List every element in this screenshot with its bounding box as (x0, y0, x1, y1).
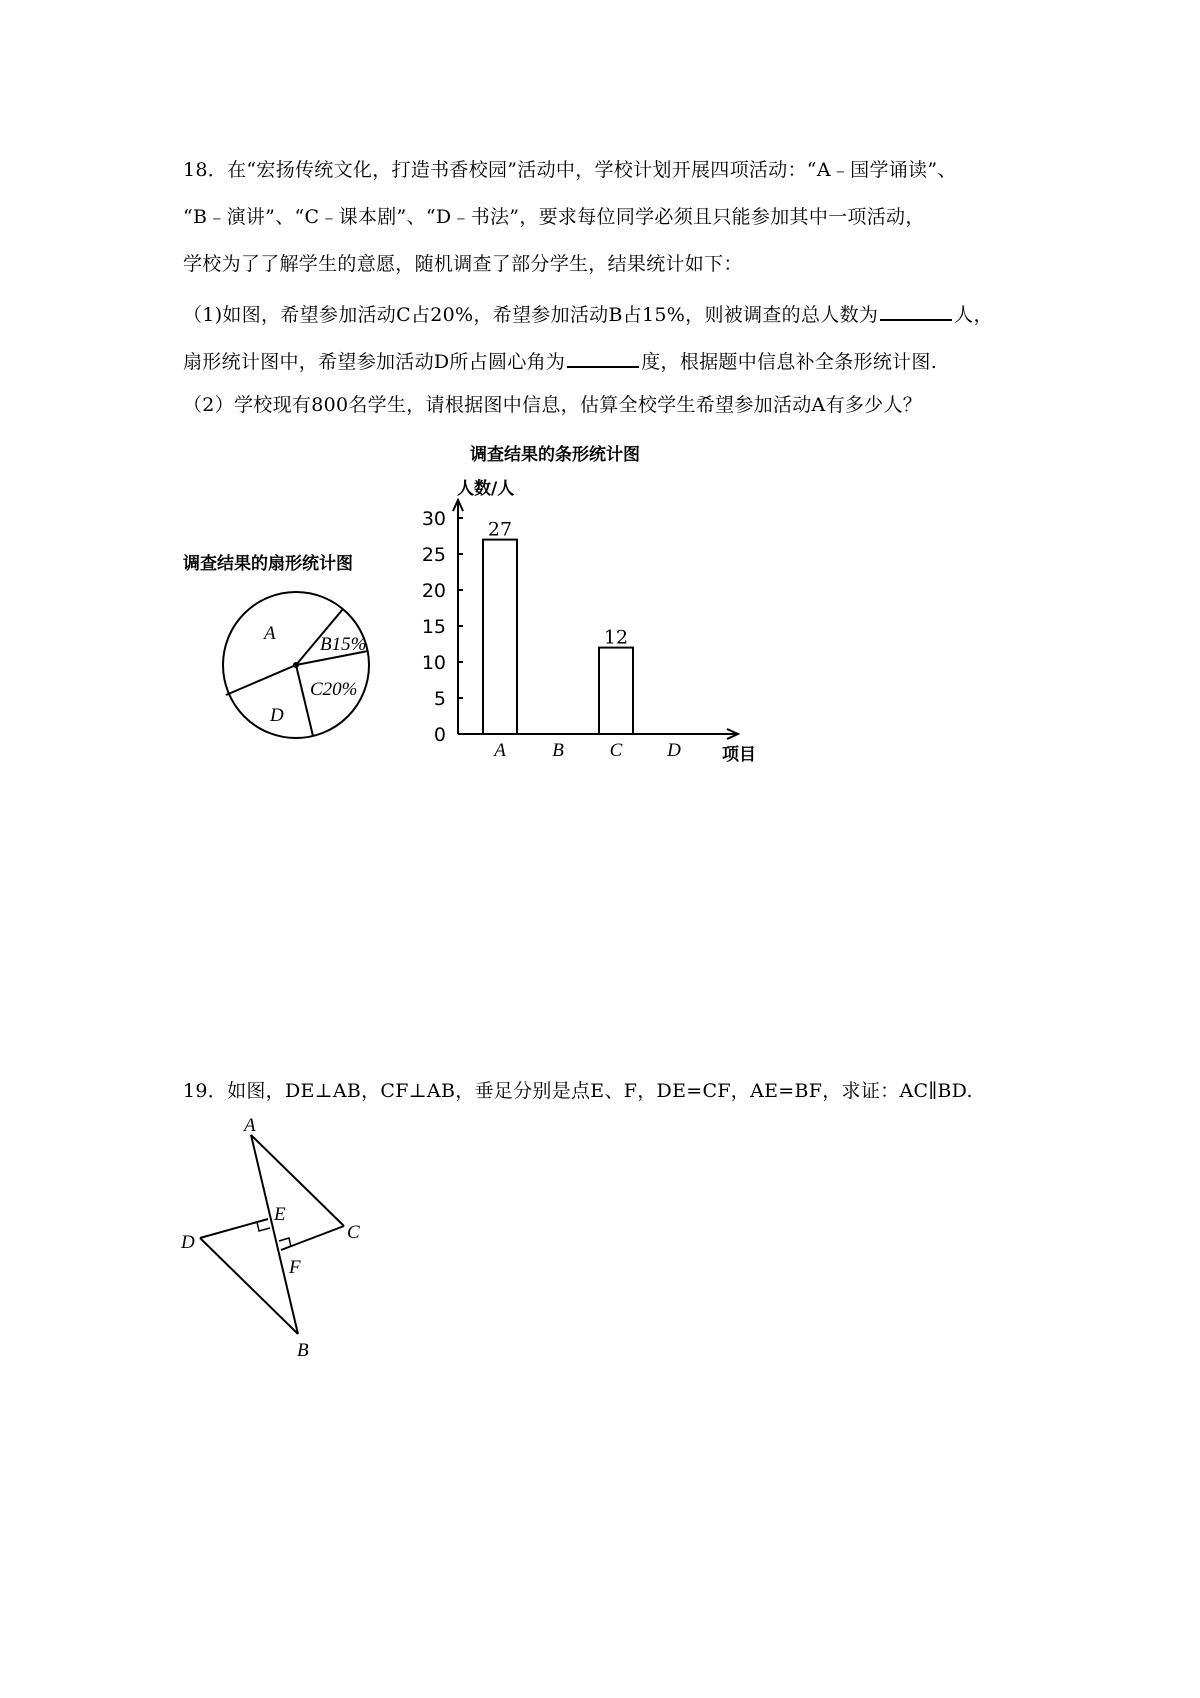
y-tick-label: 0 (433, 724, 446, 746)
q18-part1-text-a: （1)如图，希望参加活动C占20%，希望参加活动B占15%，则被调查的总人数为 (183, 304, 879, 326)
q18-line-3: 学校为了了解学生的意愿，随机调查了部分学生，结果统计如下： (183, 253, 743, 275)
answer-blank-angle[interactable] (567, 346, 639, 368)
right-angle-mark-f (279, 1238, 291, 1247)
y-tick-label: 5 (433, 688, 446, 710)
segment-ac (251, 1135, 344, 1226)
point-label-a: A (244, 1115, 256, 1136)
pie-label-d: D (270, 705, 284, 726)
bar-chart-title: 调查结果的条形统计图 (470, 445, 640, 465)
y-tick-label: 30 (421, 508, 446, 530)
pie-label-b: B15% (320, 634, 367, 655)
segment-ab (251, 1135, 298, 1334)
point-label-f: F (289, 1257, 301, 1278)
q19-text: 19．如图，DE⊥AB，CF⊥AB，垂足分别是点E、F，DE=CF，AE=BF，求证：AC∥BD. (183, 1080, 973, 1102)
geometry-figure (175, 1112, 375, 1362)
bar-c (599, 648, 633, 734)
x-tick-label-c: C (609, 740, 623, 761)
q18-part1-line-1 (183, 299, 993, 327)
point-label-e: E (274, 1204, 286, 1225)
bar-data-label-a: 27 (487, 518, 513, 541)
y-axis-ticks (422, 508, 463, 746)
x-axis-label: 项目 (722, 745, 756, 765)
point-label-b: B (297, 1340, 309, 1361)
x-tick-label-b: B (552, 740, 564, 761)
y-tick-label: 10 (421, 652, 446, 674)
answer-blank-total[interactable] (880, 299, 952, 321)
pie-slice-boundary-d-a (226, 665, 296, 695)
y-tick-label: 20 (421, 580, 446, 602)
x-axis-ticks (492, 740, 681, 761)
bar-data-label-c: 12 (603, 626, 629, 649)
x-tick-label-a: A (494, 740, 506, 761)
q18-part1-text-d: 度，根据题中信息补全条形统计图. (641, 351, 938, 373)
bar-a (483, 540, 517, 734)
q18-part1-line-2 (183, 346, 937, 374)
pie-label-a: A (264, 623, 276, 644)
segment-bd (200, 1238, 298, 1334)
bars (483, 519, 633, 734)
q18-part2: （2）学校现有800名学生，请根据图中信息，估算全校学生希望参加活动A有多少人？ (183, 394, 923, 416)
pie-slice-boundary-c-d (296, 665, 313, 736)
y-axis-label: 人数/人 (457, 479, 515, 499)
pie-chart-title: 调查结果的扇形统计图 (183, 554, 353, 574)
pie-chart (175, 548, 415, 748)
bar-chart (410, 438, 780, 768)
y-tick-label: 15 (421, 616, 446, 638)
point-label-d: D (181, 1232, 195, 1253)
right-angle-mark-e (257, 1222, 270, 1231)
pie-label-c: C20% (310, 679, 358, 700)
q18-part1-text-b: 人， (954, 304, 993, 326)
y-tick-label: 25 (421, 544, 446, 566)
q18-part1-text-c: 扇形统计图中，希望参加活动D所占圆心角为 (183, 351, 566, 373)
point-label-c: C (347, 1222, 360, 1243)
q18-line-2: “B﹣演讲”、“C﹣课本剧”、“D﹣书法”，要求每位同学必须且只能参加其中一项活动， (183, 206, 925, 228)
x-tick-label-d: D (667, 740, 681, 761)
pie-center-dot (293, 662, 299, 668)
q18-line-1: 18．在“宏扬传统文化，打造书香校园”活动中，学校计划开展四项活动：“A﹣国学诵读”、 (183, 159, 957, 181)
